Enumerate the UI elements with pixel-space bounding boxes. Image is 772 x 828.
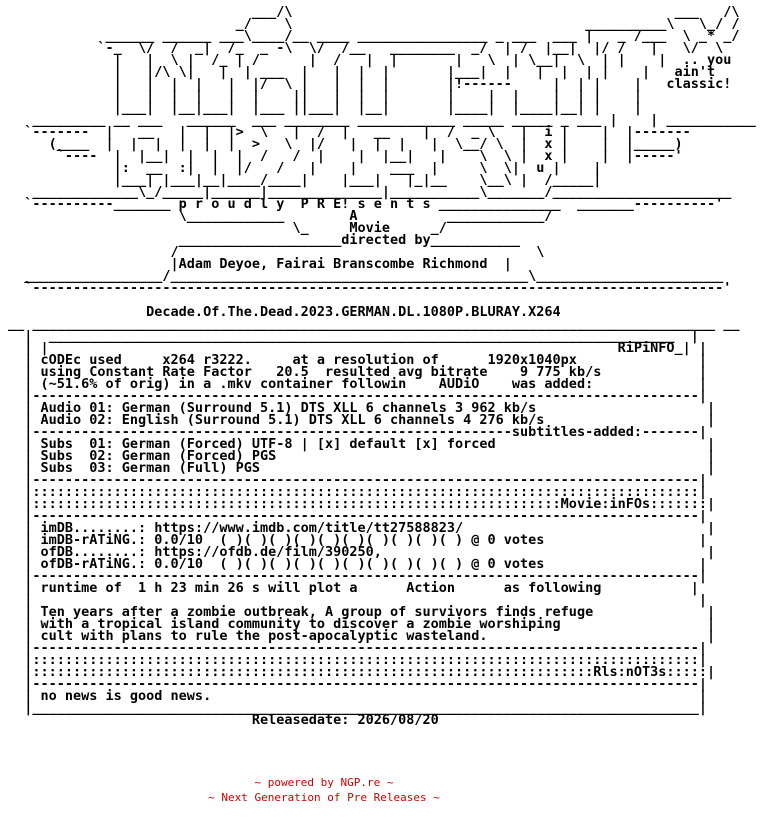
nfo-line: | | | | | |/ \ | | | | |!------ | | | | classic! xyxy=(113,76,732,92)
nfo-line: _________________/____________________________________________\_______________________ xyxy=(24,268,724,284)
nfo-line: | _____________________________________________________________________________ | xyxy=(24,328,699,344)
nfo-line: |----------------------------------------------------------------------------------| xyxy=(24,508,707,524)
nfo-line: |----------------------------------------------------------------------------------| xyxy=(24,640,707,656)
nfo-line: | imDB-rATiNG.: 0.0/10 ( )( )( )( )( )( )( )( )( )( ) @ 0 votes | xyxy=(24,532,707,548)
nfo-line: |__________________________________________________________________________________| xyxy=(24,700,707,716)
nfo-line: | Subs 03: German (Full) PGS | xyxy=(24,460,716,476)
nfo-line: `-------------------------------------------------------------------------------------' xyxy=(24,280,732,296)
nfo-line: |: __ :| | |/ / | | ___ | \ \| u | | xyxy=(113,160,602,176)
nfo-line: | cult with plans to rule the post-apocalyptic wasteland. | xyxy=(24,628,716,644)
nfo-line: `------- | __ | | |> \ | / | __ | / _ \ | i | | |------- xyxy=(24,124,691,140)
nfo-line: ______ ______ ___\____/__ ____ ________________ _ ___ ___ | _ /___ \ _* _/ xyxy=(105,28,740,44)
nfo-line: Releasedate: 2026/08/20 xyxy=(251,712,439,728)
nfo-ascii-art-text xyxy=(8,6,772,726)
nfo-line: \_ Movie _/ xyxy=(292,220,447,236)
nfo-line: |-----------------------------------------------------------subtitles-added:-------| xyxy=(24,424,707,440)
nfo-line: \____________ A ____________/ xyxy=(178,208,553,224)
nfo-line: | cODEc used x264 r3222. at a resolution of 1920x1040px | xyxy=(24,352,707,368)
nfo-line: __ ____________________________________________________________________________________ __ xyxy=(8,316,740,332)
nfo-line: _____________\_/_____|______|______________|___________\_______/______________________ xyxy=(32,184,732,200)
nfo-line: | with a tropical island community to discover a zombie worshiping | xyxy=(24,616,716,632)
nfo-line: | Audio 01: German (Surround 5.1) DTS XLL 6 channels 3 962 kb/s | xyxy=(24,400,716,416)
nfo-line: |::::::::::::::::::::::::::::::::::::::::::::::::::::::::::::::::::::::::::::::::::| xyxy=(24,484,707,500)
footer-tagline: ~ Next Generation of Pre Releases ~ xyxy=(208,791,440,804)
nfo-line: / \ xyxy=(170,244,545,260)
nfo-line: `----------_______ p r o u d l y P R E! s e n t s _______________ _______----------' xyxy=(24,196,724,212)
nfo-line: | no news is good news. | xyxy=(24,688,707,704)
nfo-line: |:::::::::::::::::::::::::::::::::::::::::::::::::::::::::::::::::::::Rls:nOT3s:::::| xyxy=(24,664,716,680)
nfo-line: |Adam Deyoe, Fairai Branscombe Richmond | xyxy=(170,256,512,272)
footer xyxy=(0,775,648,805)
powered-by-link[interactable]: ~ powered by NGP.re ~ xyxy=(254,776,394,789)
nfo-line: | | \ | /_ | / | / | | | \ | \__| \ | | | .. you xyxy=(113,52,732,68)
nfo-line: |----------------------------------------------------------------------------------| xyxy=(24,568,707,584)
nfo-line: | Ten years after a zombie outbreak, A group of survivors finds refuge | xyxy=(24,604,716,620)
nfo-line: | Audio 02: English (Surround 5.1) DTS XLL 6 channels 4 276 kb/s | xyxy=(24,412,716,428)
nfo-line: |___| |__|___| |___ ||___| |__| |____| |____|__| | | xyxy=(113,100,642,116)
nfo-line: | |/\ \| | | ___ | | | | |___| | | | | | | ain't xyxy=(113,64,716,80)
nfo-line: | runtime of 1 h 23 min 26 s will plot a Action as following | xyxy=(24,580,699,596)
nfo-line: _________ __ ___ ______ ___ ________ ____________ _____ _____ _ ___ | | ___________ xyxy=(32,112,756,128)
nfo-line: |::::::::::::::::::::::::::::::::::::::::::::::::::::::::::::::::::::::::::::::::::| xyxy=(24,652,707,668)
nfo-line: | Subs 01: German (Forced) UTF-8 | [x] default [x] forced | xyxy=(24,436,716,452)
nfo-line: | ofDB........: https://ofdb.de/film/390250, | xyxy=(24,544,716,560)
nfo-line: (____ | | | | | | > \ |/ | | | | \__/ \ | x | | |_____) xyxy=(48,136,683,152)
nfo-line: |----------------------------------------------------------------------------------| xyxy=(24,472,707,488)
nfo-line: |___| |___|__|____/____| |___| |_|__ \__\ | /_____| xyxy=(113,172,602,188)
nfo-line: |----------------------------------------------------------------------------------| xyxy=(24,388,707,404)
nfo-line: | (~51.6% of orig) in a .mkv container followin AUDiO was added: | xyxy=(24,376,707,392)
nfo-line: | | xyxy=(24,592,707,608)
nfo-line: | | RiPiNFO_| | xyxy=(24,340,707,356)
nfo-line: `---- | |__| | | | / / | | |__| | \ \ | x | | |-----' xyxy=(56,148,683,164)
nfo-line: | ofDB-rATiNG.: 0.0/10 ( )( )( )( )( )( )( )( )( )( ) @ 0 votes | xyxy=(24,556,707,572)
nfo-line: |:::::::::::::::::::::::::::::::::::::::::::::::::::::::::::::::::Movie:inFOs:::::::| xyxy=(24,496,716,512)
nfo-line: | | | | | | || | | | | | | | | | | xyxy=(113,88,642,104)
nfo-line: | imDB........: https://www.imdb.com/title/tt27588823/ | xyxy=(24,520,716,536)
nfo-line: Decade.Of.The.Dead.2023.GERMAN.DL.1080P.BLURAY.X264 xyxy=(146,304,561,320)
nfo-line: ___/\ ___ /\ xyxy=(251,4,740,20)
nfo-line: | Subs 02: German (Forced) PGS | xyxy=(24,448,716,464)
nfo-line: ____________________directed by___________ xyxy=(178,232,521,248)
nfo-line: |----------------------------------------------------------------------------------| xyxy=(24,676,707,692)
nfo-line: `-_ \/ / _| /_ _ -\ \/ /__ ________ _/ | / |__| |/ / | \/ \ xyxy=(97,40,724,56)
nfo-line: _/ \ __________\ \_/ / xyxy=(235,16,740,32)
nfo-line: | using Constant Rate Factor 20.5 resulted avg bitrate 9 775 kb/s | xyxy=(24,364,707,380)
